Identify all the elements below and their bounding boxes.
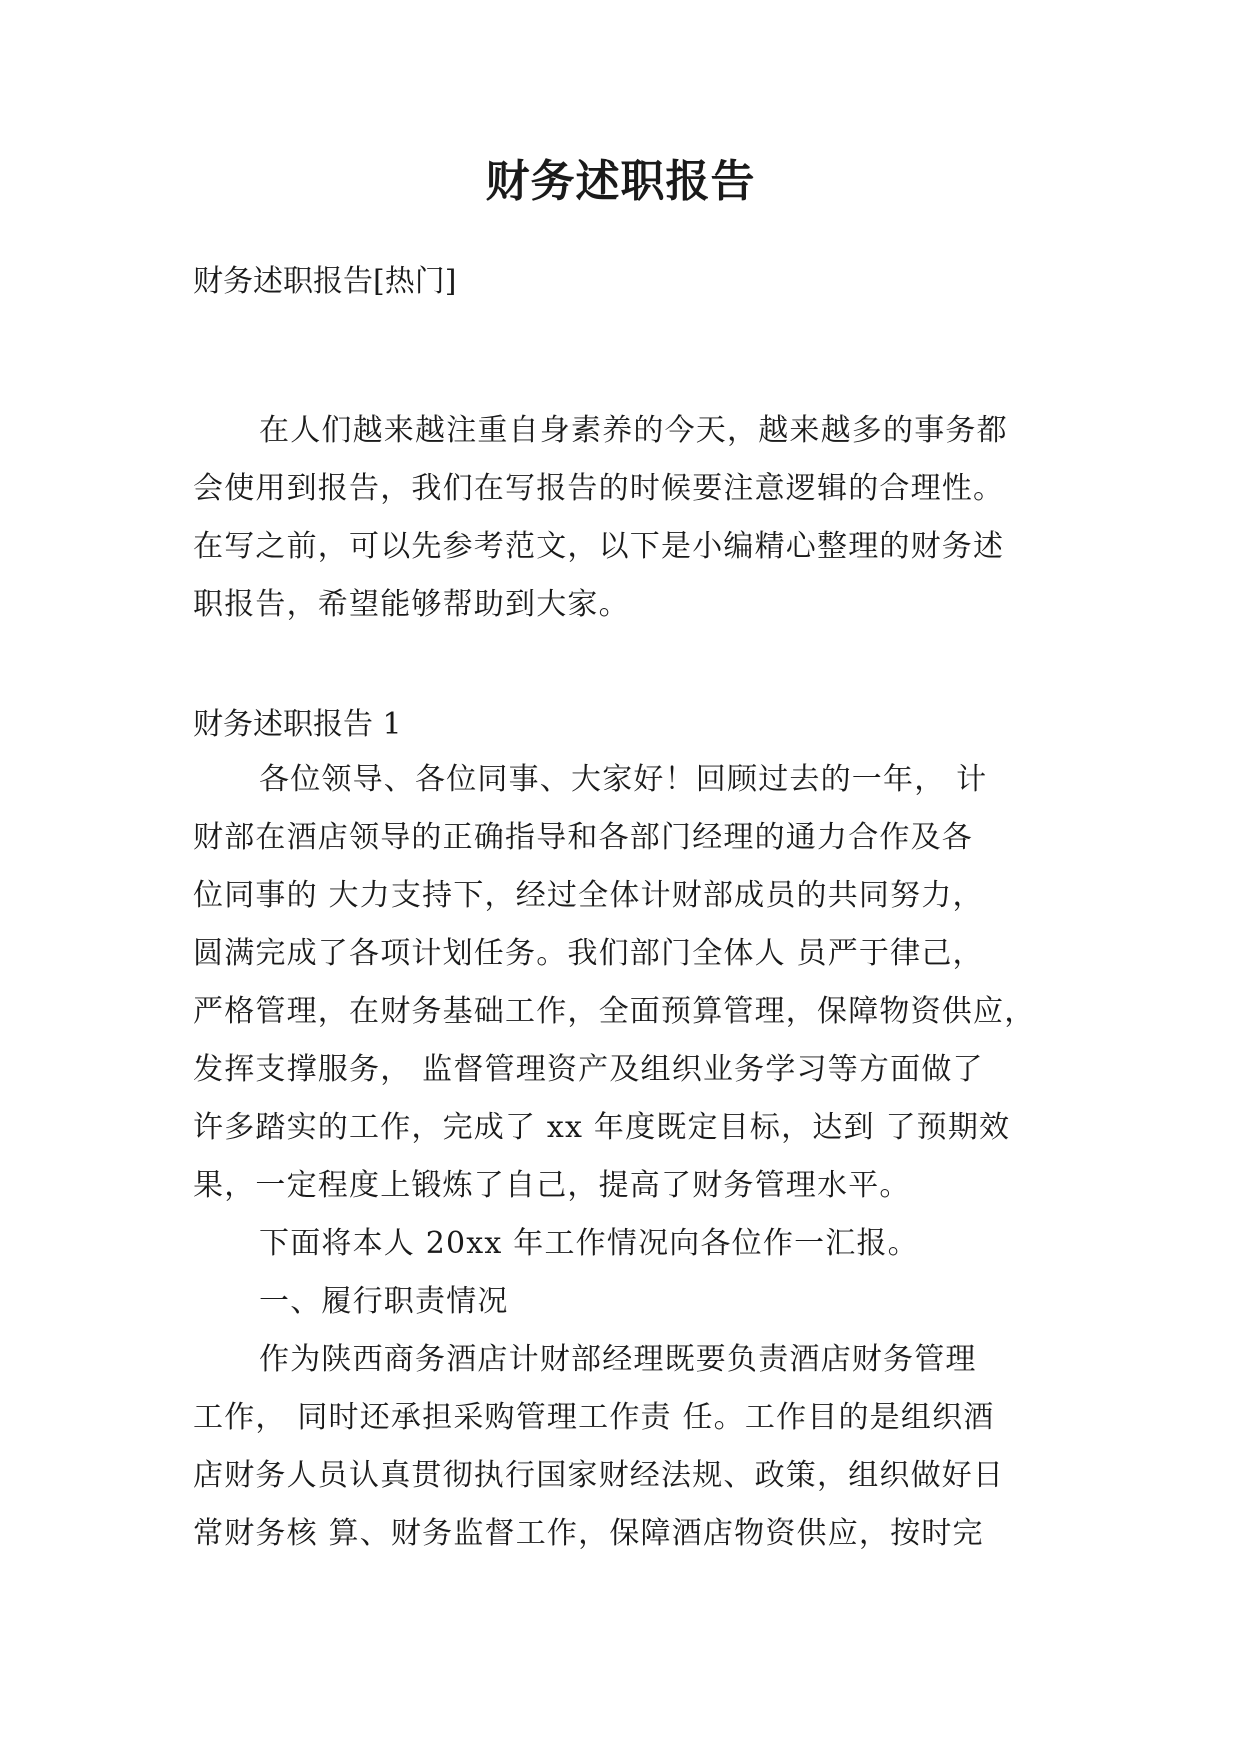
- document-title: 财务述职报告: [485, 156, 756, 207]
- text-line: 会使用到报告，我们在写报告的时候要注意逻辑的合理性。: [193, 471, 1005, 506]
- text-line: 工作， 同时还承担采购管理工作责 任。工作目的是组织酒: [193, 1400, 995, 1435]
- text-line: 严格管理，在财务基础工作，全面预算管理，保障物资供应，: [193, 994, 1036, 1029]
- text-line: 财部在酒店领导的正确指导和各部门经理的通力合作及各: [193, 820, 973, 855]
- text-line: 位同事的 大力支持下，经过全体计财部成员的共同努力，: [193, 878, 984, 913]
- text-line: 各位领导、各位同事、大家好！回顾过去的一年， 计: [259, 762, 988, 797]
- text-line: 常财务核 算、财务监督工作，保障酒店物资供应，按时完: [193, 1516, 984, 1551]
- text-line: 作为陕西商务酒店计财部经理既要负责酒店财务管理: [259, 1342, 977, 1377]
- text-line: 在写之前，可以先参考范文，以下是小编精心整理的财务述: [193, 529, 1005, 564]
- intro-paragraph: [193, 402, 1073, 634]
- text-line: 店财务人员认真贯彻执行国家财经法规、政策，组织做好日: [193, 1458, 1005, 1493]
- list-heading: 一、履行职责情况: [259, 1284, 509, 1319]
- section-heading: 财务述职报告 1: [193, 707, 402, 742]
- text-line: 圆满完成了各项计划任务。我们部门全体人 员严于律己，: [193, 936, 984, 971]
- text-line: 许多踏实的工作，完成了 xx 年度既定目标，达到 了预期效: [193, 1110, 1011, 1145]
- text-line: 发挥支撑服务， 监督管理资产及组织业务学习等方面做了: [193, 1052, 984, 1087]
- text-line: 在人们越来越注重自身素养的今天，越来越多的事务都: [259, 413, 1008, 448]
- body-text: [193, 751, 1073, 1563]
- text-line: 职报告，希望能够帮助到大家。: [193, 587, 630, 622]
- document-subtitle: 财务述职报告[热门]: [193, 264, 457, 299]
- text-line: 下面将本人 20xx 年工作情况向各位作一汇报。: [259, 1226, 919, 1261]
- text-line: 果，一定程度上锻炼了自己，提高了财务管理水平。: [193, 1168, 911, 1203]
